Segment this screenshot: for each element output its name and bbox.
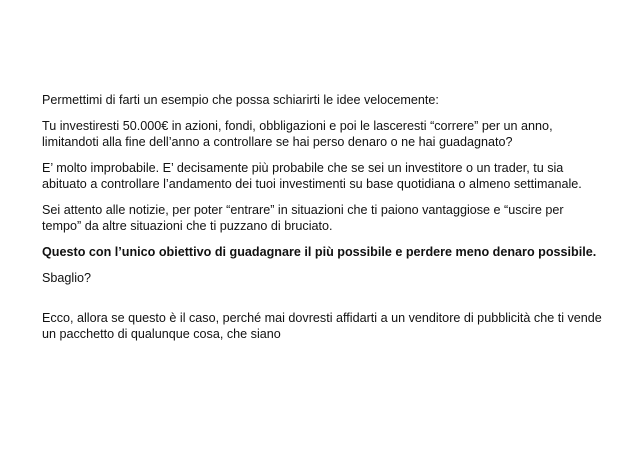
paragraph-intro: Permettimi di farti un esempio che possa schiarirti le idee velocemente: xyxy=(42,93,439,107)
document-body xyxy=(42,92,602,352)
paragraph-news: Sei attento alle notizie, per poter “entrare” in situazioni che ti paiono vantaggiose e “uscire per tempo” da altre situazioni che ti puzzano di bruciato. xyxy=(42,203,564,233)
paragraph-goal: Questo con l’unico obiettivo di guadagnare il più possibile e perdere meno denaro possibile. xyxy=(42,245,597,259)
paragraph-sbaglio: Sbaglio? xyxy=(42,271,92,285)
paragraph-question: Tu investiresti 50.000€ in azioni, fondi, obbligazioni e poi le lasceresti “correre” per un anno, limitandoti alla fine dell’anno a controllare se hai perso denaro o ne hai guadagnato? xyxy=(42,119,553,149)
paragraph-answer: E’ molto improbabile. E’ decisamente più probabile che se sei un investitore o un trader, tu sia abituato a controllare l’andamento dei tuoi investimenti su base quotidiana o almeno settimanale. xyxy=(42,161,582,191)
paragraph-conclusion: Ecco, allora se questo è il caso, perché mai dovresti affidarti a un venditore di pubblicità che ti vende un pacchetto di qualunque cosa, che siano xyxy=(42,311,602,341)
